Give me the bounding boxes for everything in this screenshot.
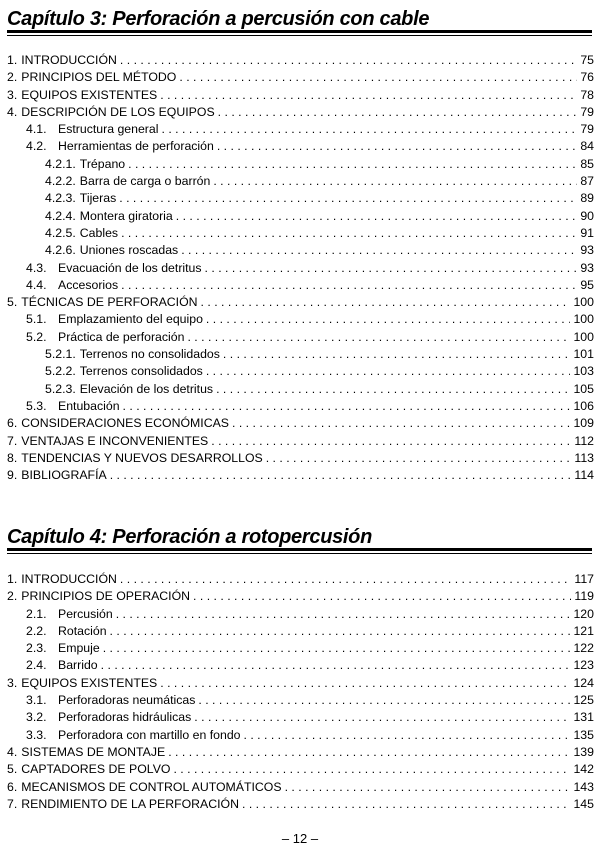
toc-entry[interactable] [7,208,594,225]
toc-entry-number: 5.2.2. [45,364,76,379]
dot-leader [160,675,570,692]
chapter-4-rule-thick [7,548,592,551]
toc-entry-number: 1. [7,572,18,586]
toc-entry-page: 112 [574,433,594,448]
chapter-4-toc [7,571,594,813]
toc-entry-page: 114 [574,468,594,483]
toc-entry[interactable] [7,121,594,138]
toc-entry-number: 3.3. [26,727,47,742]
toc-entry-page: 79 [580,122,594,137]
toc-entry[interactable] [7,588,594,605]
toc-entry-title: Herramientas de perforación [58,139,214,154]
dot-leader [120,52,577,69]
toc-entry-title: Montera giratoria [79,208,173,223]
chapter-3-toc [7,52,594,484]
toc-entry-page: 123 [573,658,594,673]
toc-entry[interactable] [7,138,594,155]
dot-leader [101,657,571,674]
chapter-3-title: Capítulo 3: Perforación a percusión con cable [7,8,430,30]
toc-entry-page: 100 [573,312,594,327]
toc-entry-title: BIBLIOGRAFÍA [21,468,107,483]
toc-entry-title: Práctica de perforación [58,329,185,344]
toc-entry-page: 122 [573,641,594,656]
toc-entry-number: 2.1. [26,606,47,621]
toc-entry-page: 84 [580,139,594,154]
dot-leader [120,571,571,588]
toc-entry-title: VENTAJAS E INCONVENIENTES [21,433,209,448]
toc-entry-page: 93 [580,243,594,258]
toc-entry-number: 5. [7,295,18,310]
toc-entry[interactable] [7,260,594,277]
toc-entry-page: 90 [580,208,594,223]
toc-entry-number: 9. [7,468,18,483]
toc-entry[interactable] [7,52,594,69]
toc-entry[interactable] [7,709,594,726]
toc-entry-page: 121 [573,623,594,638]
toc-entry-number: 2. [7,589,18,604]
dot-leader [110,467,572,484]
dot-leader [211,433,571,450]
toc-entry-title: INTRODUCCIÓN [21,53,117,67]
dot-leader [232,415,570,432]
dot-leader [213,173,577,190]
toc-entry-title: Evacuación de los detritus [58,260,202,275]
toc-entry-page: 89 [580,191,594,206]
toc-entry-number: 4.2.2. [45,174,76,189]
toc-entry-number: 6. [7,416,18,431]
toc-entry[interactable] [7,87,594,104]
chapter-3-rule-thin [7,35,592,36]
toc-entry-title: Perforadoras hidráulicas [58,710,192,725]
toc-entry-title: TENDENCIAS Y NUEVOS DESARROLLOS [21,450,263,465]
dot-leader [194,709,570,726]
dot-leader [218,104,578,121]
toc-entry[interactable] [7,640,594,657]
toc-entry[interactable] [7,242,594,259]
dot-leader [168,744,570,761]
dot-leader [285,779,571,796]
toc-entry-page: 143 [573,779,594,794]
toc-entry-number: 5.2.3. [45,381,76,396]
toc-entry-number: 2.2. [26,623,47,638]
toc-entry[interactable] [7,225,594,242]
toc-entry[interactable] [7,657,594,674]
toc-entry[interactable] [7,415,594,432]
toc-entry-number: 4.1. [26,122,47,137]
dot-leader [119,190,577,207]
dot-leader [187,329,570,346]
toc-entry-number: 4.2. [26,139,47,154]
toc-entry-title: RENDIMIENTO DE LA PERFORACIÓN [21,796,240,811]
dot-leader [128,156,577,173]
dot-leader [116,606,571,623]
toc-entry-title: Perforadoras neumáticas [58,693,196,708]
toc-entry[interactable] [7,363,594,380]
dot-leader [198,692,570,709]
toc-entry-page: 75 [580,53,594,67]
toc-entry[interactable] [7,156,594,173]
toc-entry-number: 2.4. [26,658,47,673]
dot-leader [201,294,571,311]
toc-entry-title: Terrenos no consolidados [79,347,220,362]
toc-entry-number: 4.2.3. [45,191,76,206]
toc-entry-title: Cables [79,225,119,240]
dot-leader [179,69,577,86]
toc-entry-number: 4.2.1. [45,156,76,171]
page-number: – 12 – [281,831,319,846]
toc-entry-page: 79 [580,104,594,119]
dot-leader [206,311,571,328]
toc-entry-title: Terrenos consolidados [79,364,203,379]
toc-entry-number: 5.2. [26,329,47,344]
toc-entry[interactable] [7,744,594,761]
toc-entry-title: SISTEMAS DE MONTAJE [21,744,166,759]
toc-entry-title: INTRODUCCIÓN [21,572,117,586]
toc-entry-page: 125 [573,693,594,708]
toc-entry[interactable] [7,796,594,813]
toc-entry[interactable] [7,623,594,640]
toc-entry-number: 4.2.4. [45,208,76,223]
dot-leader [161,121,577,138]
toc-entry[interactable] [7,311,594,328]
toc-entry-page: 100 [573,295,594,310]
toc-entry-title: TÉCNICAS DE PERFORACIÓN [21,295,198,310]
toc-entry-page: 100 [573,329,594,344]
toc-entry-number: 2.3. [26,641,47,656]
toc-entry[interactable] [7,173,594,190]
toc-entry-title: PRINCIPIOS DEL MÉTODO [21,70,177,85]
toc-entry-title: Tijeras [79,191,117,206]
dot-leader [160,87,577,104]
toc-entry-page: 95 [580,277,594,292]
toc-entry-page: 101 [573,347,594,362]
toc-entry-number: 3. [7,87,18,102]
toc-entry-page: 85 [580,156,594,171]
toc-entry[interactable] [7,779,594,796]
toc-entry-page: 78 [580,87,594,102]
toc-entry-title: MECANISMOS DE CONTROL AUTOMÁTICOS [21,779,282,794]
toc-entry[interactable] [7,675,594,692]
toc-entry-title: CAPTADORES DE POLVO [21,762,171,777]
toc-entry[interactable] [7,329,594,346]
toc-entry[interactable] [7,727,594,744]
toc-entry-title: Trépano [79,156,126,171]
toc-entry[interactable] [7,69,594,86]
toc-entry-number: 4.3. [26,260,47,275]
dot-leader [244,727,571,744]
toc-entry-page: 117 [574,572,594,586]
toc-entry-title: Barra de carga o barrón [79,174,211,189]
toc-entry-title: Percusión [58,606,113,621]
toc-entry-page: 87 [580,174,594,189]
toc-entry-number: 4.4. [26,277,47,292]
toc-entry-title: Rotación [58,623,107,638]
toc-entry-title: Accesorios [58,277,119,292]
toc-entry[interactable] [7,277,594,294]
toc-entry[interactable] [7,692,594,709]
toc-entry-number: 7. [7,796,18,811]
toc-entry-page: 106 [573,398,594,413]
toc-entry[interactable] [7,294,594,311]
toc-entry-title: CONSIDERACIONES ECONÓMICAS [21,416,229,431]
dot-leader [266,450,572,467]
dot-leader [217,138,577,155]
toc-entry[interactable] [7,104,594,121]
toc-entry-title: PRINCIPIOS DE OPERACIÓN [21,589,191,604]
toc-entry-number: 3. [7,675,18,690]
toc-entry-page: 119 [574,589,594,604]
toc-entry-number: 8. [7,450,18,465]
toc-entry-number: 3.2. [26,710,47,725]
dot-leader [206,363,571,380]
toc-entry-number: 4.2.5. [45,225,76,240]
toc-entry-number: 7. [7,433,18,448]
toc-entry-number: 5.1. [26,312,47,327]
toc-entry[interactable] [7,433,594,450]
toc-entry-title: Perforadora con martillo en fondo [58,727,241,742]
toc-entry[interactable] [7,381,594,398]
toc-entry-title: EQUIPOS EXISTENTES [21,87,158,102]
dot-leader [110,623,571,640]
toc-entry[interactable] [7,606,594,623]
toc-entry-page: 109 [573,416,594,431]
toc-entry-page: 120 [573,606,594,621]
toc-entry[interactable] [7,761,594,778]
toc-entry-number: 2. [7,70,18,85]
toc-entry-page: 124 [573,675,594,690]
toc-entry-page: 131 [573,710,594,725]
toc-entry[interactable] [7,571,594,588]
dot-leader [181,242,577,259]
chapter-4-rule-thin [7,553,592,554]
dot-leader [223,346,571,363]
toc-entry-number: 4. [7,104,18,119]
toc-entry-page: 135 [573,727,594,742]
dot-leader [216,381,570,398]
toc-entry-number: 3.1. [26,693,47,708]
dot-leader [193,588,571,605]
toc-entry-page: 113 [574,450,594,465]
toc-entry-page: 76 [580,70,594,85]
toc-entry-title: Uniones roscadas [79,243,179,258]
toc-entry-page: 145 [573,796,594,811]
toc-entry-number: 6. [7,779,18,794]
toc-entry-title: Emplazamiento del equipo [58,312,203,327]
toc-entry-number: 5.3. [26,398,47,413]
toc-entry-page: 103 [573,364,594,379]
dot-leader [176,208,578,225]
toc-entry-title: Barrido [58,658,98,673]
toc-entry-number: 1. [7,53,18,67]
toc-entry[interactable] [7,467,594,484]
toc-entry[interactable] [7,450,594,467]
dot-leader [242,796,570,813]
toc-entry-page: 105 [573,381,594,396]
dot-leader [103,640,571,657]
toc-entry-number: 5. [7,762,18,777]
toc-entry-page: 91 [580,225,594,240]
toc-entry-title: EQUIPOS EXISTENTES [21,675,158,690]
toc-entry[interactable] [7,346,594,363]
toc-entry-number: 4.2.6. [45,243,76,258]
dot-leader [205,260,578,277]
toc-entry-title: DESCRIPCIÓN DE LOS EQUIPOS [21,104,215,119]
dot-leader [121,277,577,294]
dot-leader [123,398,571,415]
toc-entry-page: 93 [580,260,594,275]
chapter-4-title: Capítulo 4: Perforación a rotopercusión [7,526,373,548]
toc-entry-title: Elevación de los detritus [79,381,214,396]
toc-entry-number: 5.2.1. [45,347,76,362]
toc-entry-number: 4. [7,744,18,759]
toc-entry[interactable] [7,190,594,207]
toc-entry-page: 139 [573,744,594,759]
toc-entry-title: Empuje [58,641,100,656]
chapter-3-rule-thick [7,30,592,33]
dot-leader [173,761,570,778]
dot-leader [121,225,577,242]
toc-entry-title: Entubación [58,398,120,413]
toc-entry-title: Estructura general [58,122,159,137]
toc-entry-page: 142 [573,762,594,777]
toc-entry[interactable] [7,398,594,415]
